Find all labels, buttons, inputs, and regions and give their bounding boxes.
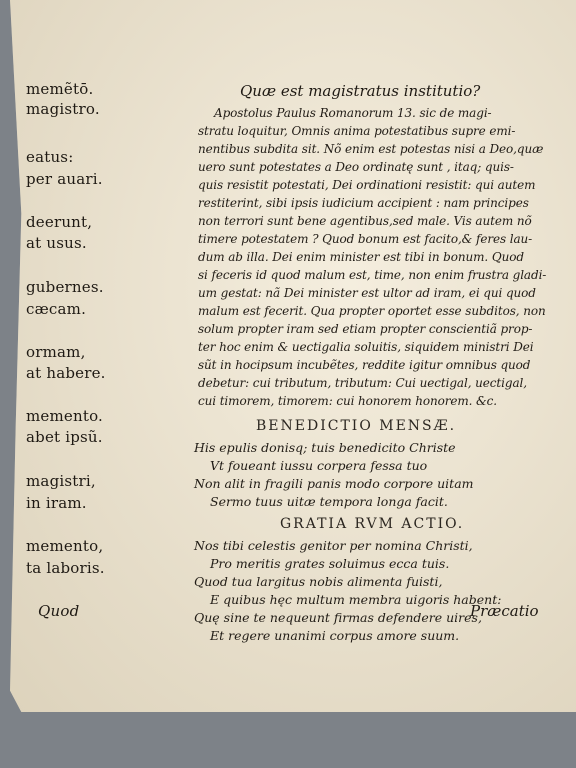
verse-line: His epulis donisq; tuis benedicito Christe xyxy=(194,440,456,455)
verse-line: Non alit in fragili panis modo corpore uitam xyxy=(194,476,474,491)
catchword-right: Præcatio xyxy=(470,602,539,620)
page-heading: Quæ est magistratus institutio? xyxy=(240,82,481,100)
body-line: quis resistit potestati, Dei ordinationi resistit: qui autem xyxy=(198,178,536,192)
verse-line: Sermo tuus uitæ tempora longa facit. xyxy=(210,494,448,509)
left-fragment: abet ipsũ. xyxy=(26,428,103,446)
left-fragment: eatus: xyxy=(26,148,74,166)
left-fragment: per auari. xyxy=(26,170,103,188)
body-line: sũt in hocipsum incubẽtes, reddite igitur omnibus quod xyxy=(198,358,531,372)
body-line: solum propter iram sed etiam propter conscientiã prop- xyxy=(198,322,533,336)
body-line: restiterint, sibi ipsis iudicium accipient : nam principes xyxy=(198,196,529,210)
benedictio-title: BENEDICTIO MENSÆ. xyxy=(256,418,457,434)
verse-line: Nos tibi celestis genitor per nomina Christi, xyxy=(194,538,473,553)
verse-line: E quibus hęc multum membra uigoris habent: xyxy=(210,592,502,607)
body-line: uero sunt potestates a Deo ordinatę sunt , itaq; quis- xyxy=(198,160,514,174)
body-line: cui timorem, timorem: cui honorem honorem. &c. xyxy=(198,394,497,408)
left-fragment: at habere. xyxy=(26,364,106,382)
verse-line: Vt foueant iussu corpera fessa tuo xyxy=(210,458,428,473)
body-line: Apostolus Paulus Romanorum 13. sic de magi- xyxy=(214,106,492,120)
left-fragment: memento, xyxy=(26,537,104,555)
body-line: dum ab illa. Dei enim minister est tibi in bonum. Quod xyxy=(198,250,524,264)
left-fragment: in iram. xyxy=(26,494,87,512)
verse-line: Quę sine te nequeunt firmas defendere uires, xyxy=(194,610,482,625)
verse-line: Et regere unanimi corpus amore suum. xyxy=(210,628,460,643)
left-fragment: ormam, xyxy=(26,343,86,361)
left-fragment: gubernes. xyxy=(26,278,104,296)
gratiarum-title: GRATIA RVM ACTIO. xyxy=(280,516,465,532)
left-fragment: memẽtō. xyxy=(26,80,94,98)
left-fragment: memento. xyxy=(26,407,104,425)
body-line: non terrori sunt bene agentibus,sed male. Vis autem nõ xyxy=(198,214,532,228)
body-line: um gestat: nã Dei minister est ultor ad iram, ei qui quod xyxy=(198,286,536,300)
left-fragment: at usus. xyxy=(26,234,87,252)
body-line: stratu loquitur, Omnis anima potestatibus supre emi- xyxy=(198,124,516,138)
body-line: ter hoc enim & uectigalia soluitis, siquidem ministri Dei xyxy=(198,340,534,354)
left-fragment: cæcam. xyxy=(26,300,87,318)
body-line: si feceris id quod malum est, time, non enim frustra gladi- xyxy=(198,268,547,282)
left-fragment: ta laboris. xyxy=(26,559,105,577)
body-line: debetur: cui tributum, tributum: Cui uectigal, uectigal, xyxy=(198,376,527,390)
verse-line: Pro meritis grates soluimus ecca tuis. xyxy=(210,556,450,571)
body-line: malum est fecerit. Qua propter oportet esse subditos, non xyxy=(198,304,546,318)
left-fragment: magistri, xyxy=(26,472,96,490)
left-fragment: deerunt, xyxy=(26,213,93,231)
left-fragment: magistro. xyxy=(26,100,100,118)
body-line: timere potestatem ? Quod bonum est facito,& feres lau- xyxy=(198,232,533,246)
verse-line: Quod tua largitus nobis alimenta fuisti, xyxy=(194,574,443,589)
body-line: nentibus subdita sit. Nõ enim est potestas nisi a Deo,quæ xyxy=(198,142,544,156)
catchword-left: Quod xyxy=(38,602,80,620)
